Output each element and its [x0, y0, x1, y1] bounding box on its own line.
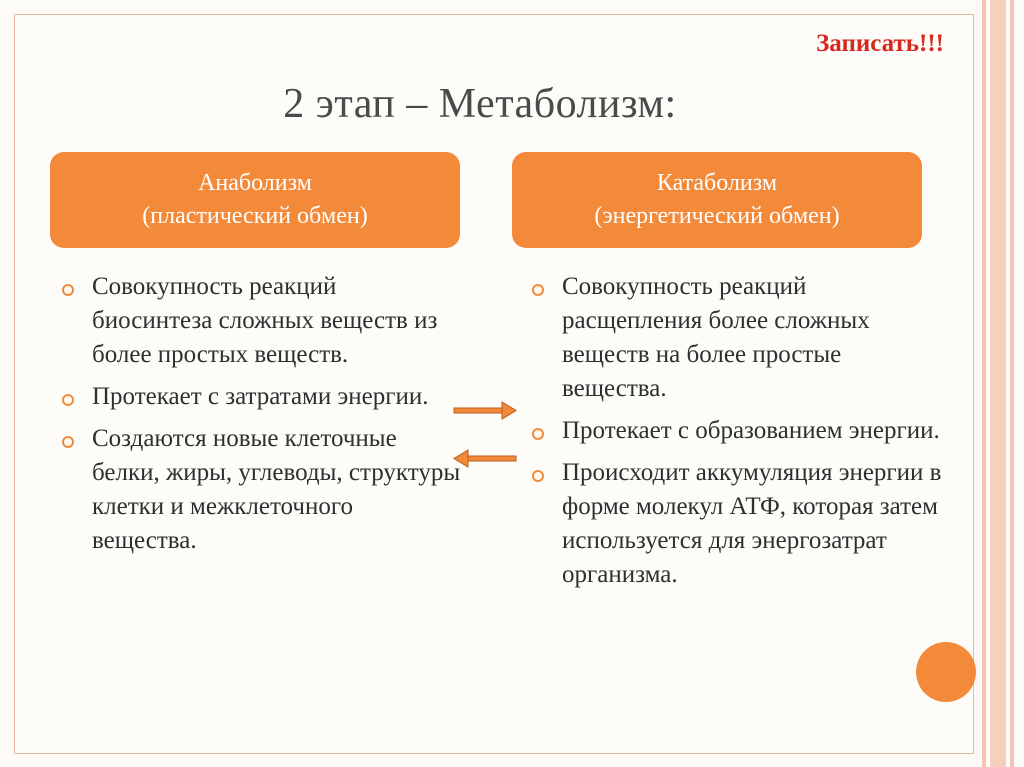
- catabolism-column: [532, 270, 942, 600]
- bullet-ring-icon: [532, 470, 544, 482]
- catabolism-list: [532, 270, 942, 592]
- list-item-text: Совокупность реакций биосинтеза сложных веществ из более простых веществ.: [92, 273, 438, 368]
- list-item-text: Совокупность реакций расщепления более сложных веществ на более простые вещества.: [562, 273, 870, 402]
- list-item: [62, 270, 462, 372]
- list-item: [62, 422, 462, 558]
- arrow-left-icon: [454, 450, 516, 467]
- anabolism-header-title: Анаболизм: [198, 170, 312, 196]
- slide-title: 2 этап – Метаболизм:: [283, 81, 677, 127]
- note-label: Записать!!!: [816, 30, 944, 57]
- list-item-text: Создаются новые клеточные белки, жиры, углеводы, структуры клетки и межклеточного вещества.: [92, 425, 461, 554]
- anabolism-header: [50, 152, 460, 248]
- anabolism-column: [62, 270, 462, 566]
- catabolism-header: [512, 152, 922, 248]
- list-item-text: Протекает с образованием энергии.: [562, 417, 940, 444]
- anabolism-list: [62, 270, 462, 558]
- list-item: [532, 270, 942, 406]
- catabolism-header-subtitle: (энергетический обмен): [594, 203, 840, 229]
- bullet-ring-icon: [62, 284, 74, 296]
- bullet-ring-icon: [532, 284, 544, 296]
- list-item: [532, 414, 942, 448]
- list-item-text: Протекает с затратами энергии.: [92, 383, 429, 410]
- exchange-arrows: [452, 398, 518, 470]
- bullet-ring-icon: [532, 428, 544, 440]
- bullet-ring-icon: [62, 436, 74, 448]
- list-item: [532, 456, 942, 592]
- list-item-text: Происходит аккумуляция энергии в форме молекул АТФ, которая затем используется для энергозатрат организма.: [562, 459, 942, 588]
- decorative-edge-stripes: [978, 0, 1024, 767]
- bullet-ring-icon: [62, 394, 74, 406]
- decorative-circle: [916, 642, 976, 702]
- catabolism-header-title: Катаболизм: [656, 170, 778, 196]
- arrow-right-icon: [454, 402, 516, 419]
- list-item: [62, 380, 462, 414]
- anabolism-header-subtitle: (пластический обмен): [142, 203, 368, 229]
